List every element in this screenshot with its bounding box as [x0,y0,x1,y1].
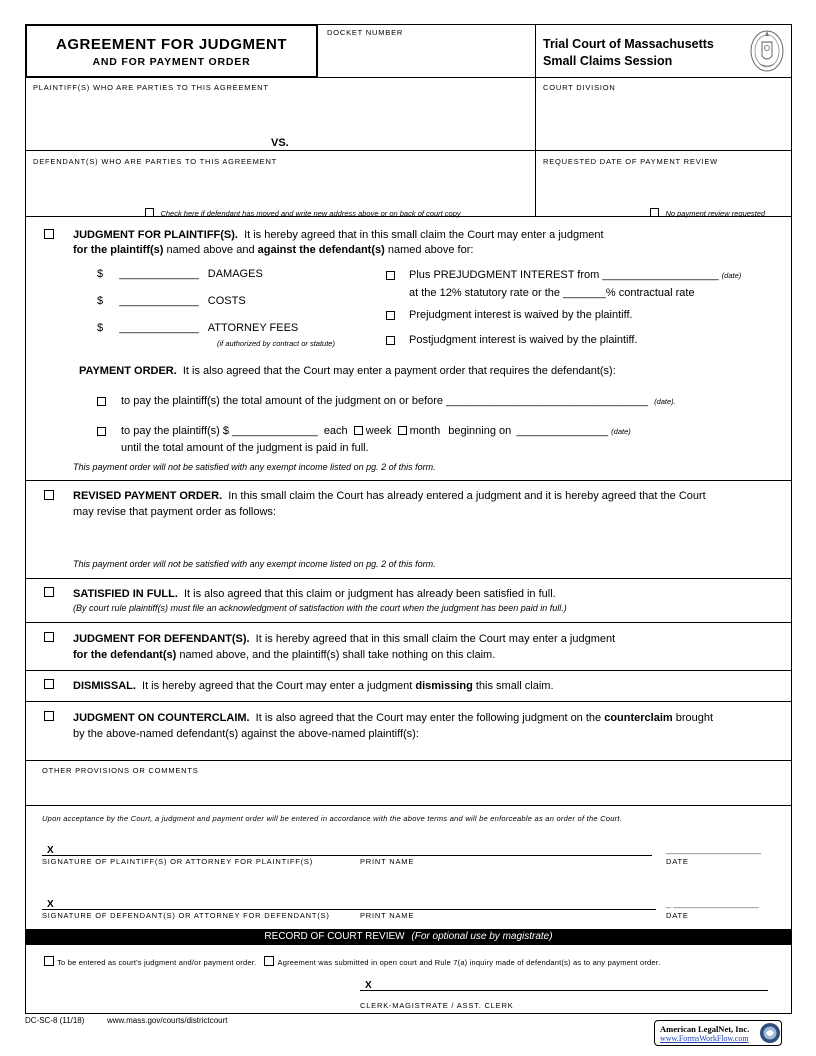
plaintiff-judgment-text-1 [73,228,604,243]
clerk-sig-x: X [365,980,372,991]
court-division-label: COURT DIVISION [543,83,616,92]
vendor-badge [654,1020,782,1046]
revised-text-1: In this small claim the Court has already entered a judgment and it is hereby agreed that the Court [228,490,706,502]
satisfied-checkbox[interactable] [44,587,54,597]
massachusetts-seal-icon [748,28,786,74]
prejudgment-interest-checkbox[interactable] [386,271,395,280]
satisfied-heading: SATISFIED IN FULL. [73,588,178,600]
costs-row [97,294,246,309]
rate-line: at the 12% statutory rate or the _______% contractual rate [409,287,695,299]
fees-note: (if authorized by contract or statute) [217,339,335,348]
dismissing-bold: dismissing [415,680,473,692]
defendant-judgment-text-1: It is hereby agreed that in this small claim the Court may enter a judgment [255,633,616,645]
pay-installment-row [121,424,631,439]
court-review-bar [25,929,792,945]
fees-row [97,321,298,336]
plaintiff-judgment-text-2 [73,243,473,258]
counterclaim-text-1: It is also agreed that the Court may enter the following judgment on the [255,712,602,724]
defendant-judgment-text-2: named above, and the plaintiff(s) shall take nothing on this claim. [179,649,496,661]
review-options-row [44,956,660,967]
open-court-checkbox[interactable] [264,956,274,966]
month-checkbox[interactable] [398,426,407,435]
dismissal-row [73,679,554,694]
clerk-signature-field[interactable] [375,974,765,989]
for-defendant-bold: for the defendant(s) [73,649,177,661]
court-division-field[interactable] [540,95,788,147]
payment-order-text: It is also agreed that the Court may enter a payment order that requires the defendant(s): [182,365,616,377]
pay-total-label: to pay the plaintiff(s) the total amount of the judgment on or before [121,395,444,407]
vendor-link[interactable]: www.FormsWorkFlow.com [660,1034,749,1043]
prejudgment-row [409,268,741,283]
court-name: Trial Court of Massachusetts [543,37,714,51]
beginning-date-field[interactable]: _______________ [516,425,609,437]
plaintiff-print-name-label: PRINT NAME [360,857,415,866]
dismissal-text-1: It is hereby agreed that the Court may enter a judgment [142,680,413,692]
counterclaim-bold: counterclaim [604,712,673,724]
counterclaim-brought: brought [675,712,714,724]
prejudgment-date-note: (date) [721,271,742,280]
damages-amount-field[interactable]: _____________ [119,268,199,280]
fees-amount-field[interactable]: _____________ [119,322,199,334]
review-date-field[interactable] [540,168,788,200]
exempt-income-note-2: This payment order will not be satisfied with any exempt income listed on pg. 2 of this form. [73,559,436,569]
fees-dollar: $ [97,322,104,334]
satisfied-note: (By court rule plaintiff(s) must file an acknowledgment of satisfaction with the court when the judgment has been paid in full.) [73,603,567,613]
prejudgment-waived-checkbox[interactable] [386,311,395,320]
docket-number-label: DOCKET NUMBER [327,28,404,37]
costs-dollar: $ [97,295,104,307]
plaintiff-judgment-checkbox[interactable] [44,229,54,239]
for-plaintiff-bold: for the plaintiff(s) [73,244,164,256]
counterclaim-text-2: by the above-named defendant(s) against the above-named plaintiff(s): [73,728,419,740]
plaintiff-judgment-heading: JUDGMENT FOR PLAINTIFF(S). [73,229,238,241]
pay-total-row [121,394,676,409]
prejudgment-waived-label: Prejudgment interest is waived by the plaintiff. [409,309,633,321]
defendants-field[interactable] [30,168,530,200]
counterclaim-checkbox[interactable] [44,711,54,721]
revised-payment-checkbox[interactable] [44,490,54,500]
beginning-label: beginning on [448,425,512,437]
defendant-judgment-row-1 [73,632,615,647]
payment-order-heading: PAYMENT ORDER. [79,365,177,377]
counterclaim-row-1 [73,711,713,726]
defendant-signature-field[interactable] [55,892,653,908]
plaintiff-signature-field[interactable] [55,838,650,854]
beginning-date-note: (date) [611,427,631,436]
review-date-label: REQUESTED DATE OF PAYMENT REVIEW [543,157,719,166]
exempt-income-note-1: This payment order will not be satisfied with any exempt income listed on pg. 2 of this form. [73,462,436,472]
defendant-date-field[interactable]: _ _________________ [666,898,759,908]
court-judgment-label: To be entered as court's judgment and/or payment order. [57,958,257,967]
month-label: month [409,425,441,437]
other-provisions-field[interactable] [40,778,785,802]
revised-heading: REVISED PAYMENT ORDER. [73,490,223,502]
no-review-label: No payment review requested [665,209,766,218]
defendant-sig-x: X [47,899,54,910]
other-provisions-label: OTHER PROVISIONS OR COMMENTS [42,766,199,775]
no-review-row [650,203,765,221]
court-review-subtitle: (For optional use by magistrate) [411,931,553,942]
defendant-judgment-row-2 [73,648,495,663]
damages-dollar: $ [97,268,104,280]
plaintiff-date-label: DATE [666,857,689,866]
pay-total-checkbox[interactable] [97,397,106,406]
court-website: www.mass.gov/courts/districtcourt [107,1016,228,1025]
postjudgment-waived-label: Postjudgment interest is waived by the plaintiff. [409,334,638,346]
revised-row-1 [73,489,706,504]
defendant-signature-label: SIGNATURE OF DEFENDANT(S) OR ATTORNEY FOR DEFENDANT(S) [42,911,330,920]
plaintiff-date-field[interactable]: ___________________ [666,844,762,854]
revised-terms-field[interactable] [73,522,783,556]
costs-amount-field[interactable]: _____________ [119,295,199,307]
court-judgment-checkbox[interactable] [44,956,54,966]
clerk-signature-label: CLERK-MAGISTRATE / ASST. CLERK [360,1001,514,1010]
costs-label: COSTS [207,295,246,307]
defendants-label: DEFENDANT(S) WHO ARE PARTIES TO THIS AGREEMENT [33,157,278,166]
plaintiff-signature-label: SIGNATURE OF PLAINTIFF(S) OR ATTORNEY FOR PLAINTIFF(S) [42,857,313,866]
dismissal-checkbox[interactable] [44,679,54,689]
plaintiffs-label: PLAINTIFF(S) WHO ARE PARTIES TO THIS AGREEMENT [33,83,269,92]
versus-label: VS. [271,137,289,149]
dismissal-text-2: this small claim. [475,680,554,692]
named-above-text: named above and [166,244,255,256]
defendant-moved-label: Check here if defendant has moved and write new address above or on back of court copy [160,209,461,218]
no-review-checkbox[interactable] [650,208,659,217]
postjudgment-waived-checkbox[interactable] [386,336,395,345]
defendant-moved-checkbox[interactable] [145,208,154,217]
vendor-name: American LegalNet, Inc. [660,1024,750,1034]
moved-row [145,203,461,221]
prejudgment-date-field[interactable]: ___________________ [602,269,719,281]
week-checkbox[interactable] [354,426,363,435]
dismissal-heading: DISMISSAL. [73,680,136,692]
vendor-logo-icon [759,1022,781,1044]
against-defendant-bold: against the defendant(s) [257,244,385,256]
damages-label: DAMAGES [207,268,263,280]
payment-order-row [79,364,616,379]
satisfied-text: It is also agreed that this claim or judgment has already been satisfied in full. [183,588,556,600]
pay-installment-amount-field[interactable]: ______________ [232,425,318,437]
docket-number-field[interactable] [320,40,532,74]
defendant-print-name-label: PRINT NAME [360,911,415,920]
plaintiff-judgment-line1: It is hereby agreed that in this small claim the Court may enter a judgment [244,229,604,241]
revised-text-2: may revise that payment order as follows: [73,506,276,518]
until-paid-text: until the total amount of the judgment is paid in full. [121,442,369,454]
court-review-title: RECORD OF COURT REVIEW [264,931,405,942]
defendant-judgment-checkbox[interactable] [44,632,54,642]
damages-row [97,267,263,282]
each-label: each [323,425,348,437]
plaintiff-sig-x: X [47,845,54,856]
pay-total-date-field[interactable]: _________________________________ [446,395,649,407]
form-subtitle: AND FOR PAYMENT ORDER [92,56,251,68]
open-court-label: Agreement was submitted in open court and Rule 7(a) inquiry made of defendant(s) as to any payment order. [277,958,661,967]
pay-installment-checkbox[interactable] [97,427,106,436]
acceptance-note: Upon acceptance by the Court, a judgment and payment order will be entered in accordance with the above terms and will be enforceable as an order of the Court. [42,814,623,823]
defendant-date-label: DATE [666,911,689,920]
pay-total-date-note: (date). [654,397,676,406]
satisfied-row [73,587,556,602]
week-label: week [365,425,392,437]
pay-installment-label: to pay the plaintiff(s) $ [121,425,230,437]
defendant-judgment-heading: JUDGMENT FOR DEFENDANT(S). [73,633,250,645]
prejudgment-label: Plus PREJUDGMENT INTEREST from [409,269,600,281]
fees-label: ATTORNEY FEES [207,322,299,334]
counterclaim-heading: JUDGMENT ON COUNTERCLAIM. [73,712,250,724]
form-title: AGREEMENT FOR JUDGMENT [55,36,287,53]
court-session: Small Claims Session [543,54,673,68]
form-id: DC-SC-8 (11/18) [25,1016,85,1025]
named-above-for-text: named above for: [387,244,474,256]
